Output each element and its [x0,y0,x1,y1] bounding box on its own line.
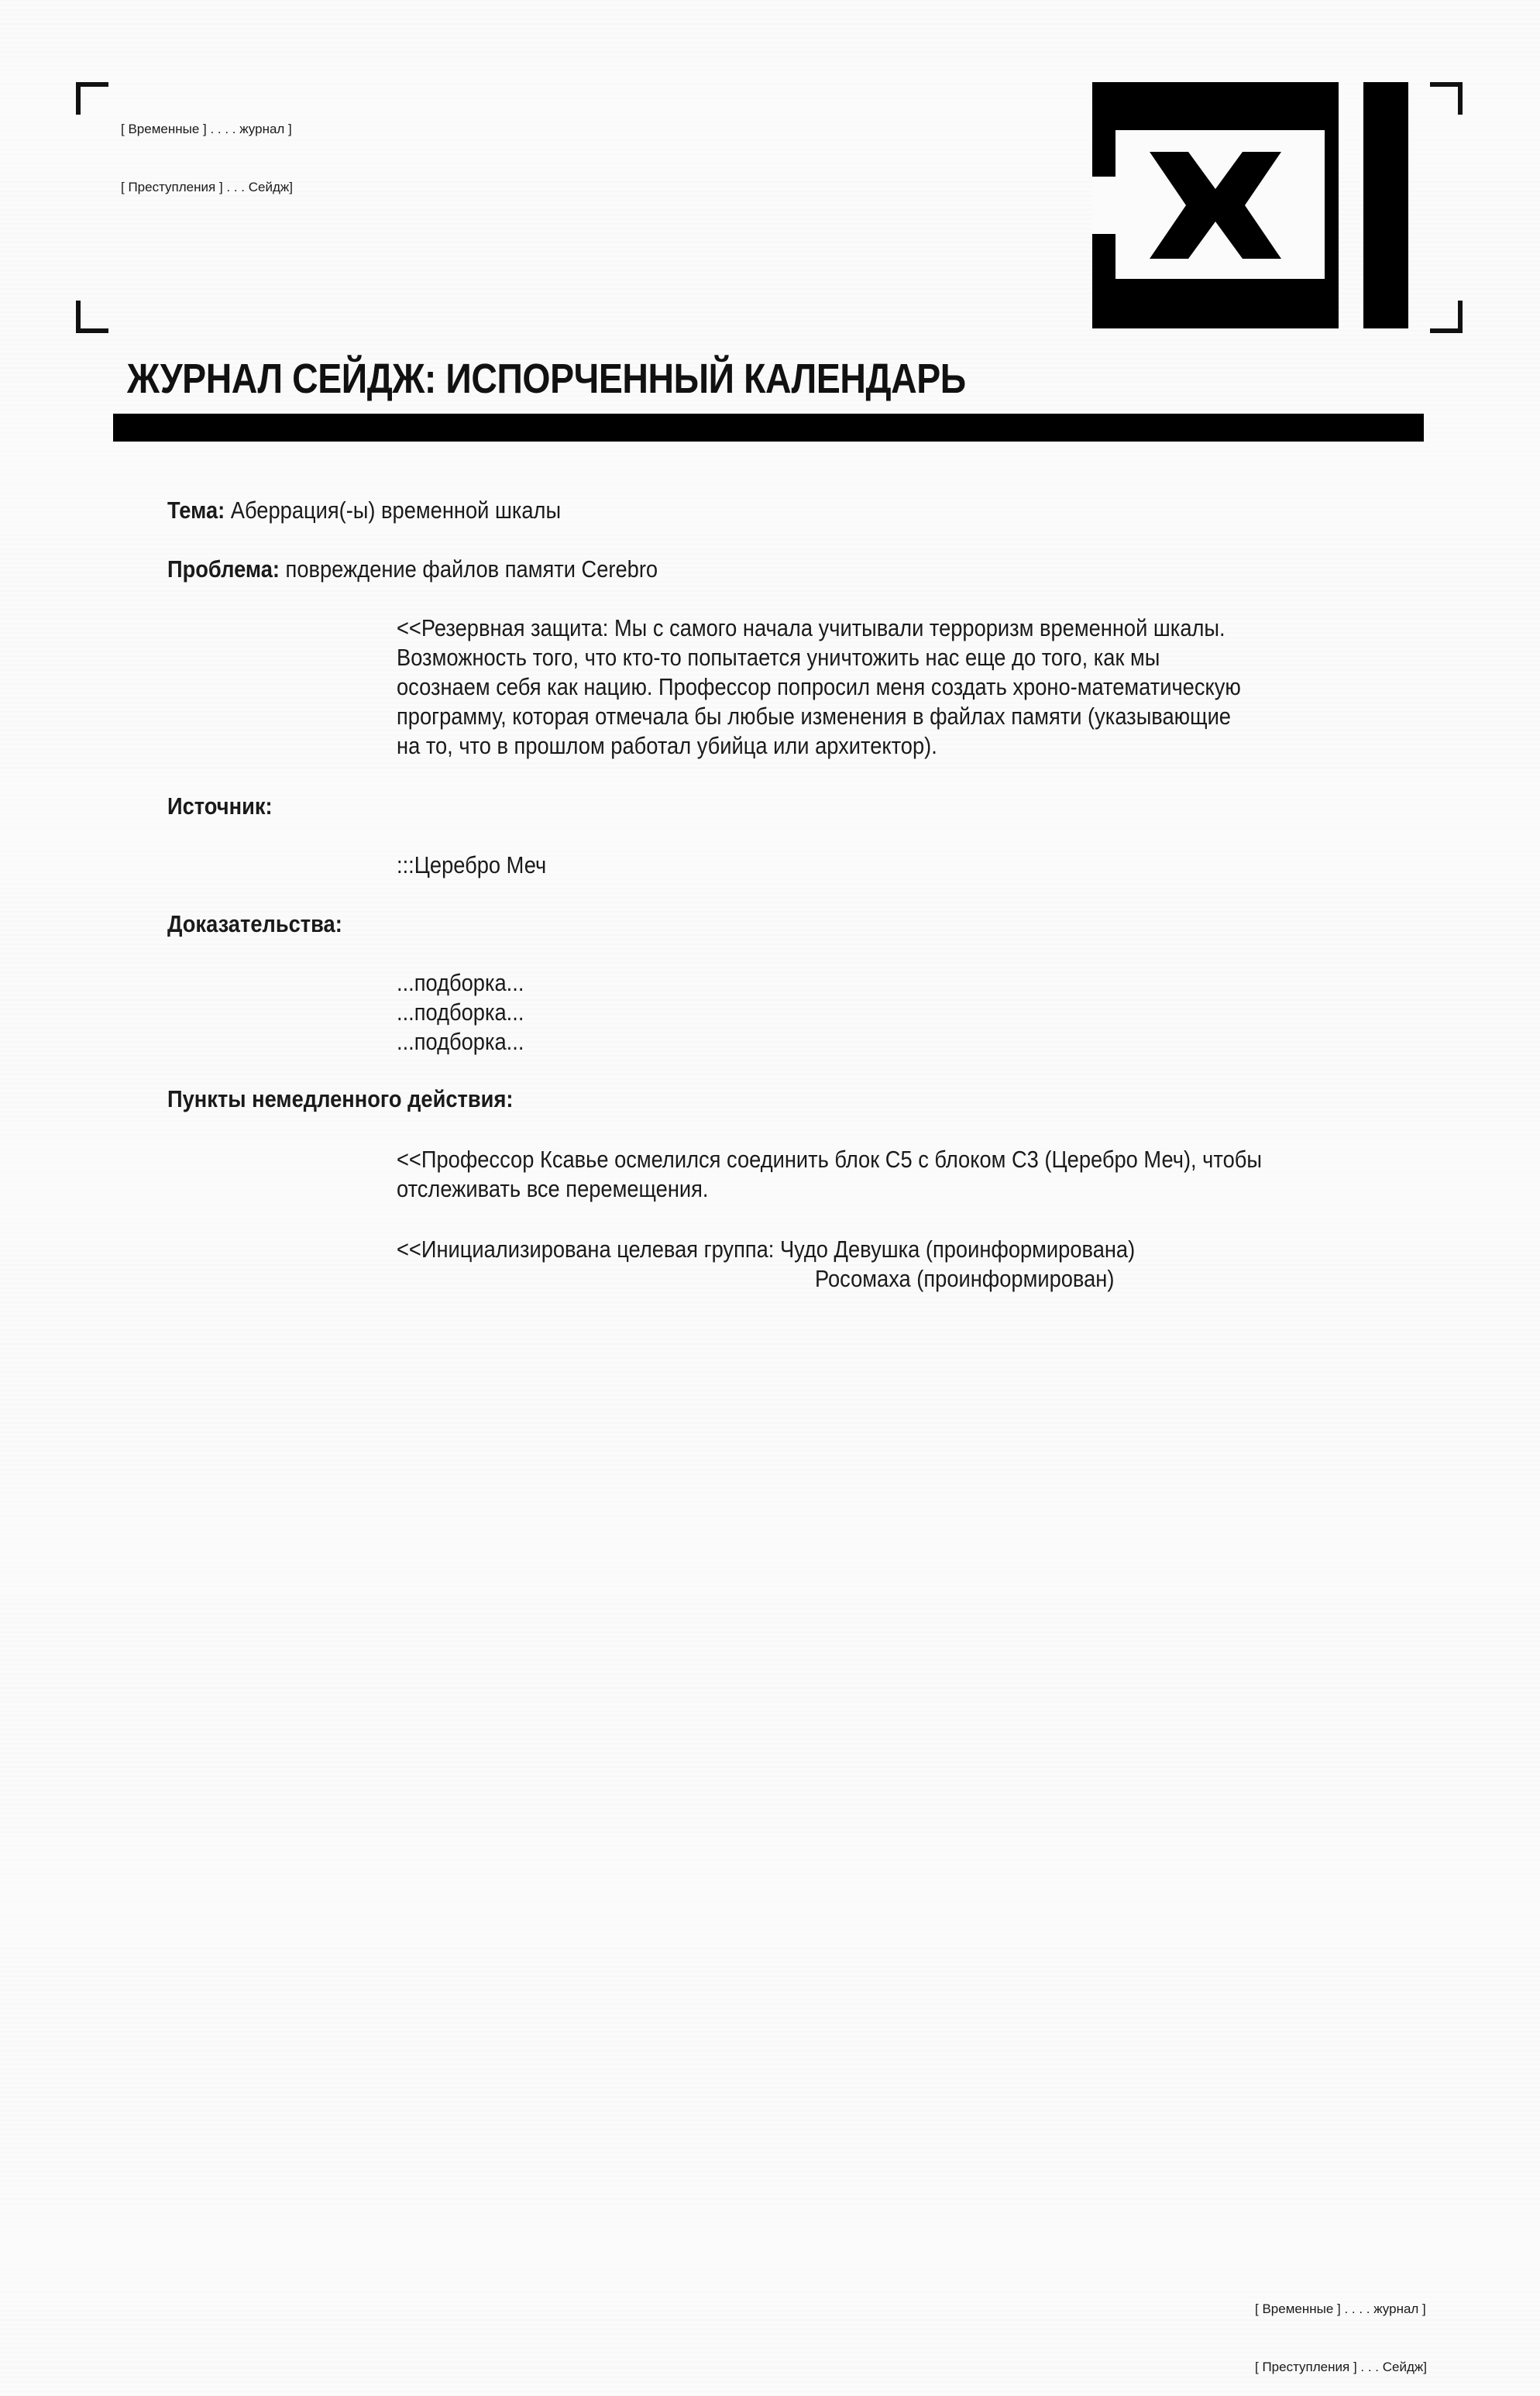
x-in-brackets-logo [1092,82,1408,328]
evidence-item: ...подборка... [397,1028,524,1055]
topic-row [167,496,561,525]
evidence-list [397,968,541,1057]
evidence-item: ...подборка... [397,999,524,1026]
action-item-1 [397,1145,1380,1204]
problem-note-line: программу, которая отмечала бы любые изменения в файлах памяти (указывающие [397,703,1231,730]
topic-label: Тема: [167,497,225,524]
topic-value: Аберрация(-ы) временной шкалы [230,497,562,524]
problem-note-line: Возможность того, что кто-то попытается уничтожить нас еще до того, как мы [397,644,1160,671]
source-value: :::Церебро Меч [397,851,547,878]
corner-bracket-bottom-left [76,301,108,333]
problem-note-line: на то, что в прошлом работал убийца или архитектор). [397,732,937,759]
problem-row [167,555,658,584]
page-title: ЖУРНАЛ СЕЙДЖ: ИСПОРЧЕННЫЙ КАЛЕНДАРЬ [127,356,966,402]
action-1-line: <<Профессор Ксавье осмелился соединить блок С5 с блоком С3 (Церебро Меч), чтобы [397,1146,1262,1173]
problem-label: Проблема: [167,555,280,583]
footer-meta-line-1: [ Временные ] . . . . журнал ] [1255,2301,1426,2316]
action-item-2-line-1: <<Инициализирована целевая группа: Чудо Девушка (проинформирована) [397,1236,1136,1263]
source-label: Источник: [167,792,273,820]
problem-value: повреждение файлов памяти Cerebro [285,555,658,583]
corner-bracket-bottom-right [1430,301,1463,333]
footer-meta [1255,2260,1427,2396]
problem-note [397,614,1356,761]
header-meta-line-2: [ Преступления ] . . . Сейдж] [121,180,293,194]
header-meta-line-1: [ Временные ] . . . . журнал ] [121,122,292,136]
problem-note-line: <<Резервная защита: Мы с самого начала учитывали терроризм временной шкалы. [397,614,1225,641]
actions-label: Пункты немедленного действия: [167,1085,514,1112]
footer-meta-line-2: [ Преступления ] . . . Сейдж] [1255,2360,1427,2374]
evidence-item: ...подборка... [397,969,524,996]
title-underline-bar [113,414,1424,442]
evidence-label: Доказательства: [167,910,342,937]
corner-bracket-top-right [1430,82,1463,115]
action-item-2-line-2: Росомаха (проинформирован) [815,1265,1115,1292]
problem-note-line: осознаем себя как нацию. Профессор попросил меня создать хроно-математическую [397,673,1241,700]
header-meta [121,81,293,216]
corner-bracket-top-left [76,82,108,115]
x-logo-icon [1092,82,1408,328]
action-1-line: отслеживать все перемещения. [397,1175,709,1202]
